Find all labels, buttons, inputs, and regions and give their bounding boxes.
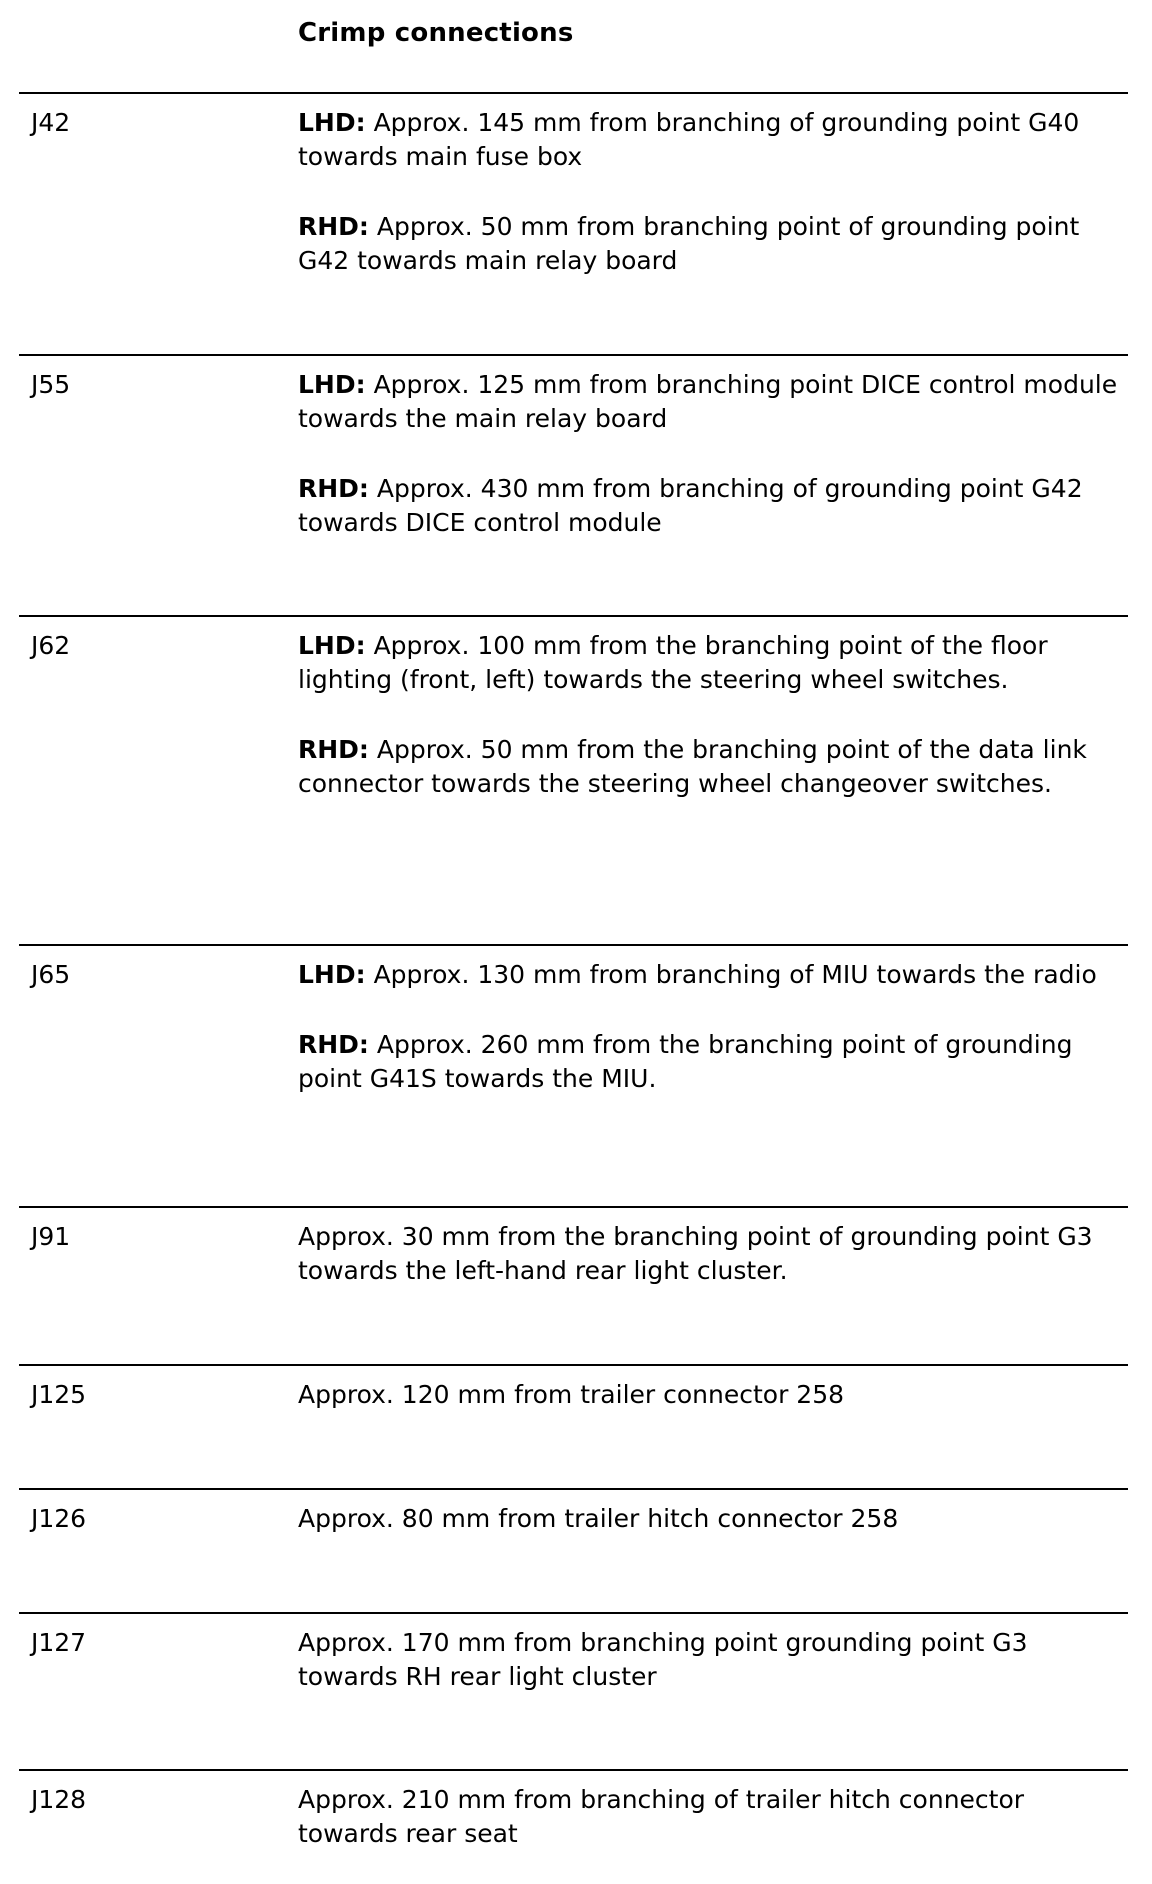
description-paragraph: Approx. 30 mm from the branching point of grounding point G3 towards the left-hand rear light cluster. [298, 1222, 1093, 1285]
row-id: J62 [31, 631, 71, 660]
rhd-paragraph [298, 472, 1128, 540]
lhd-text: Approx. 130 mm from branching of MIU towards the radio [373, 960, 1097, 989]
row-description [298, 1626, 1128, 1694]
row-description [298, 106, 1128, 278]
row-id: J127 [31, 1628, 87, 1657]
row-description [298, 958, 1128, 1096]
row-id: J125 [31, 1380, 87, 1409]
rhd-label: RHD: [298, 735, 369, 764]
rhd-paragraph [298, 1028, 1128, 1096]
lhd-paragraph [298, 629, 1128, 697]
row-id: J128 [31, 1785, 87, 1814]
lhd-label: LHD: [298, 108, 366, 137]
description-paragraph: Approx. 170 mm from branching point grounding point G3 towards RH rear light cluster [298, 1628, 1028, 1691]
table-row [19, 615, 1128, 946]
lhd-paragraph [298, 106, 1128, 174]
row-description [298, 1783, 1128, 1851]
lhd-text: Approx. 100 mm from the branching point of the floor lighting (front, left) towards the steering wheel switches. [298, 631, 1048, 694]
row-description [298, 629, 1128, 801]
rhd-text: Approx. 430 mm from branching of grounding point G42 towards DICE control module [298, 474, 1083, 537]
rhd-paragraph [298, 733, 1128, 801]
rhd-label: RHD: [298, 212, 369, 241]
lhd-label: LHD: [298, 631, 366, 660]
lhd-text: Approx. 145 mm from branching of grounding point G40 towards main fuse box [298, 108, 1080, 171]
row-description [298, 1378, 1128, 1412]
lhd-label: LHD: [298, 960, 366, 989]
row-description [298, 1502, 1128, 1536]
table-row [19, 1769, 1128, 1881]
description-paragraph: Approx. 80 mm from trailer hitch connector 258 [298, 1504, 899, 1533]
row-id: J126 [31, 1504, 87, 1533]
row-id: J91 [31, 1222, 71, 1251]
rhd-label: RHD: [298, 1030, 369, 1059]
lhd-paragraph [298, 958, 1128, 992]
lhd-paragraph [298, 368, 1128, 436]
row-id: J42 [31, 108, 71, 137]
table-row [19, 92, 1128, 356]
table-row [19, 1488, 1128, 1614]
lhd-text: Approx. 125 mm from branching point DICE control module towards the main relay board [298, 370, 1118, 433]
row-id: J65 [31, 960, 71, 989]
row-description [298, 1220, 1128, 1288]
table-row [19, 1206, 1128, 1366]
row-id: J55 [31, 370, 71, 399]
row-description [298, 368, 1128, 540]
description-paragraph: Approx. 210 mm from branching of trailer hitch connector towards rear seat [298, 1785, 1025, 1848]
rhd-label: RHD: [298, 474, 369, 503]
rhd-text: Approx. 260 mm from the branching point of grounding point G41S towards the MIU. [298, 1030, 1073, 1093]
page-title: Crimp connections [298, 18, 574, 48]
lhd-label: LHD: [298, 370, 366, 399]
rhd-text: Approx. 50 mm from the branching point of the data link connector towards the steering wheel changeover switches. [298, 735, 1087, 798]
rhd-text: Approx. 50 mm from branching point of grounding point G42 towards main relay board [298, 212, 1080, 275]
table-row [19, 354, 1128, 617]
rhd-paragraph [298, 210, 1128, 278]
table-row [19, 1612, 1128, 1771]
description-paragraph: Approx. 120 mm from trailer connector 258 [298, 1380, 845, 1409]
table-row [19, 1364, 1128, 1490]
table-row [19, 944, 1128, 1208]
